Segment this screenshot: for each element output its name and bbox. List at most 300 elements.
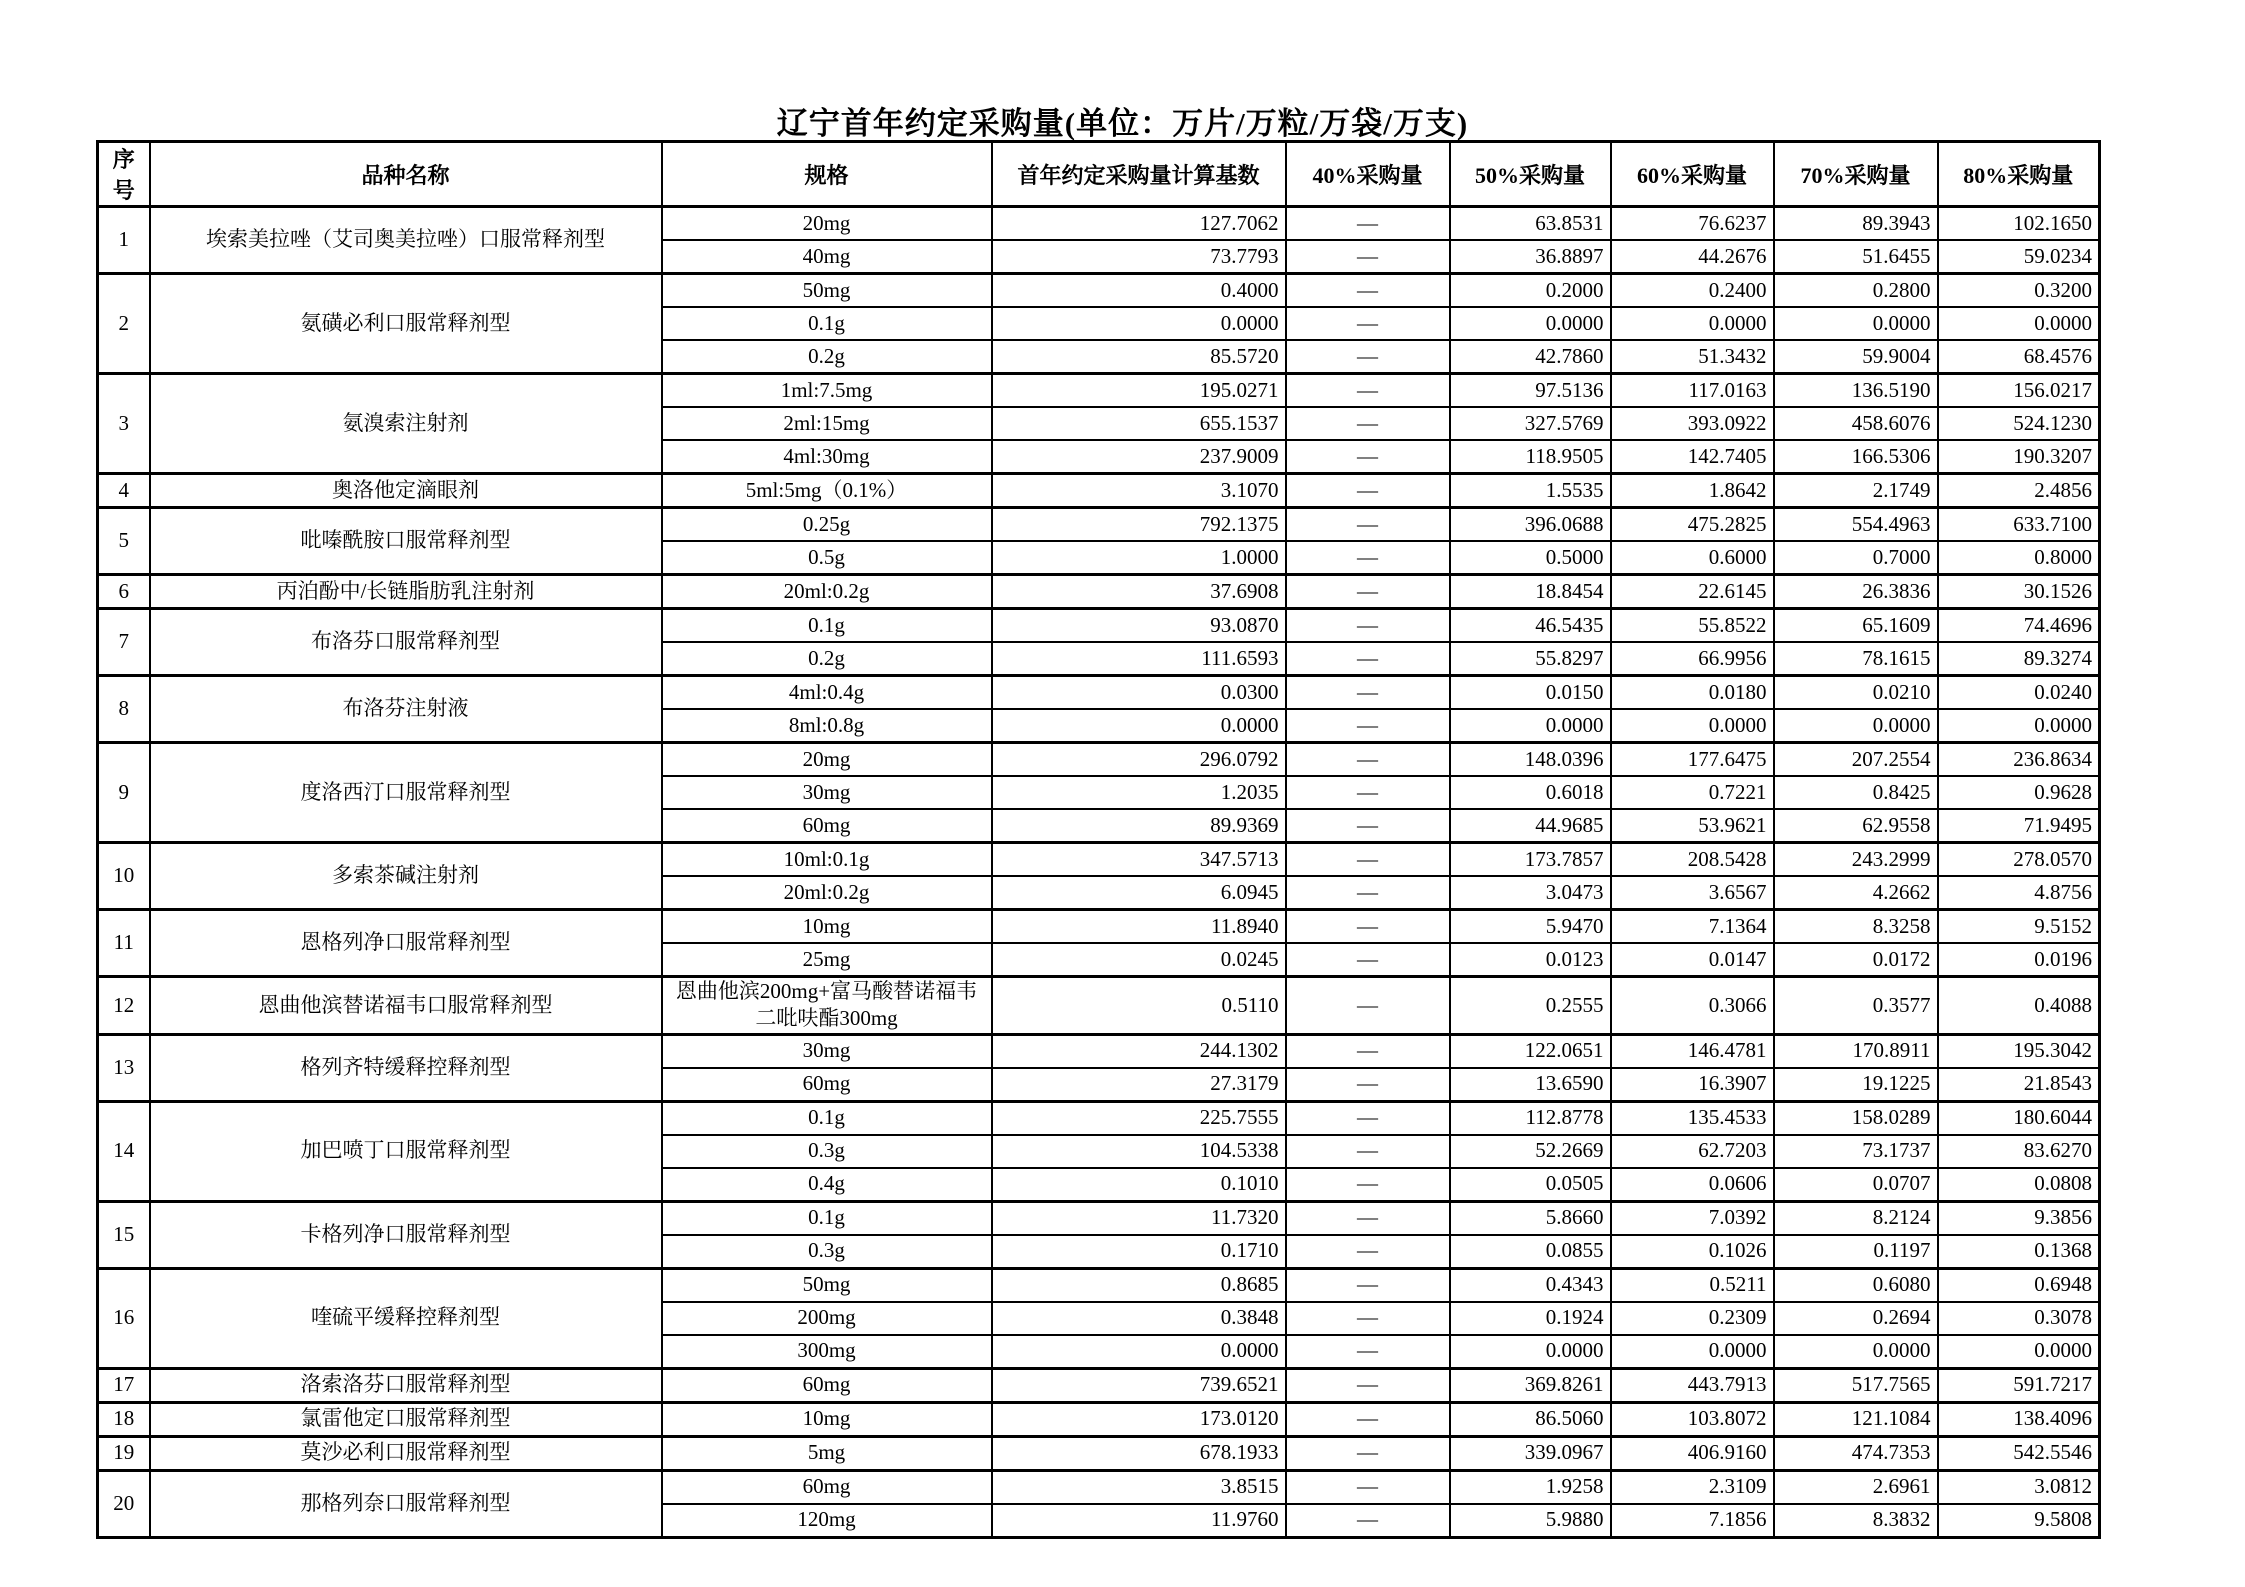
spec-cell: 60mg — [662, 1368, 992, 1402]
value-cell: 166.5306 — [1774, 440, 1938, 474]
product-name-cell: 加巴喷丁口服常释剂型 — [150, 1101, 662, 1201]
value-cell: 0.5110 — [992, 977, 1286, 1035]
value-cell: 180.6044 — [1938, 1101, 2100, 1135]
value-cell: 102.1650 — [1938, 207, 2100, 241]
serial-cell: 17 — [98, 1368, 150, 1402]
value-cell: 1.2035 — [992, 776, 1286, 809]
table-row — [98, 609, 2100, 643]
value-cell-dash: — — [1286, 1268, 1450, 1302]
value-cell-dash: — — [1286, 207, 1450, 241]
value-cell: 0.0000 — [1938, 1335, 2100, 1369]
serial-cell: 1 — [98, 207, 150, 274]
value-cell: 678.1933 — [992, 1436, 1286, 1470]
value-cell: 30.1526 — [1938, 575, 2100, 609]
value-cell: 59.9004 — [1774, 340, 1938, 374]
table-row — [98, 1368, 2100, 1402]
value-cell: 53.9621 — [1611, 809, 1774, 843]
table-row — [98, 1402, 2100, 1436]
serial-cell: 16 — [98, 1268, 150, 1368]
value-cell: 278.0570 — [1938, 843, 2100, 877]
value-cell: 0.0000 — [1938, 709, 2100, 743]
table-row — [98, 207, 2100, 241]
product-name-cell: 布洛芬注射液 — [150, 676, 662, 743]
value-cell: 51.6455 — [1774, 240, 1938, 274]
value-cell: 237.9009 — [992, 440, 1286, 474]
value-cell: 739.6521 — [992, 1368, 1286, 1402]
product-name-cell: 埃索美拉唑（艾司奥美拉唑）口服常释剂型 — [150, 207, 662, 274]
table-row — [98, 1101, 2100, 1135]
value-cell: 118.9505 — [1450, 440, 1611, 474]
value-cell: 0.2400 — [1611, 274, 1774, 308]
value-cell-dash: — — [1286, 676, 1450, 710]
value-cell: 0.1924 — [1450, 1302, 1611, 1335]
value-cell: 63.8531 — [1450, 207, 1611, 241]
value-cell: 0.0000 — [1611, 307, 1774, 340]
value-cell: 0.2555 — [1450, 977, 1611, 1035]
value-cell: 190.3207 — [1938, 440, 2100, 474]
table-row — [98, 676, 2100, 710]
spec-cell: 0.1g — [662, 1101, 992, 1135]
value-cell: 0.3078 — [1938, 1302, 2100, 1335]
value-cell: 55.8522 — [1611, 609, 1774, 643]
value-cell-dash: — — [1286, 1436, 1450, 1470]
serial-cell: 2 — [98, 274, 150, 374]
value-cell: 0.0196 — [1938, 943, 2100, 977]
serial-cell: 7 — [98, 609, 150, 676]
value-cell: 0.0000 — [1450, 1335, 1611, 1369]
value-cell-dash: — — [1286, 809, 1450, 843]
value-cell: 0.1710 — [992, 1235, 1286, 1269]
value-cell: 5.8660 — [1450, 1201, 1611, 1235]
value-cell: 85.5720 — [992, 340, 1286, 374]
value-cell: 51.3432 — [1611, 340, 1774, 374]
value-cell: 475.2825 — [1611, 508, 1774, 542]
value-cell: 89.3274 — [1938, 642, 2100, 676]
column-header: 40%采购量 — [1286, 142, 1450, 207]
value-cell: 0.0707 — [1774, 1168, 1938, 1202]
value-cell: 517.7565 — [1774, 1368, 1938, 1402]
value-cell: 0.0180 — [1611, 676, 1774, 710]
value-cell-dash: — — [1286, 274, 1450, 308]
value-cell-dash: — — [1286, 1135, 1450, 1168]
value-cell-dash: — — [1286, 709, 1450, 743]
serial-cell: 9 — [98, 743, 150, 843]
spec-cell: 0.5g — [662, 541, 992, 575]
value-cell: 0.5211 — [1611, 1268, 1774, 1302]
value-cell: 393.0922 — [1611, 407, 1774, 440]
product-name-cell: 吡嗪酰胺口服常释剂型 — [150, 508, 662, 575]
value-cell: 148.0396 — [1450, 743, 1611, 777]
value-cell: 73.7793 — [992, 240, 1286, 274]
serial-cell: 18 — [98, 1402, 150, 1436]
value-cell-dash: — — [1286, 508, 1450, 542]
spec-cell: 20ml:0.2g — [662, 876, 992, 910]
table-header — [98, 142, 2100, 207]
value-cell-dash: — — [1286, 1168, 1450, 1202]
spec-cell: 20ml:0.2g — [662, 575, 992, 609]
value-cell-dash: — — [1286, 240, 1450, 274]
value-cell: 11.9760 — [992, 1504, 1286, 1538]
value-cell: 97.5136 — [1450, 374, 1611, 408]
value-cell: 0.0000 — [1611, 1335, 1774, 1369]
value-cell: 3.1070 — [992, 474, 1286, 508]
table-row — [98, 474, 2100, 508]
value-cell: 1.8642 — [1611, 474, 1774, 508]
value-cell: 208.5428 — [1611, 843, 1774, 877]
value-cell-dash: — — [1286, 1402, 1450, 1436]
value-cell: 0.0000 — [1774, 709, 1938, 743]
value-cell: 73.1737 — [1774, 1135, 1938, 1168]
value-cell: 0.4343 — [1450, 1268, 1611, 1302]
value-cell-dash: — — [1286, 1504, 1450, 1538]
value-cell: 633.7100 — [1938, 508, 2100, 542]
value-cell: 0.3848 — [992, 1302, 1286, 1335]
value-cell: 0.0505 — [1450, 1168, 1611, 1202]
value-cell: 339.0967 — [1450, 1436, 1611, 1470]
spec-cell: 20mg — [662, 743, 992, 777]
value-cell: 554.4963 — [1774, 508, 1938, 542]
spec-cell: 30mg — [662, 1034, 992, 1068]
value-cell: 59.0234 — [1938, 240, 2100, 274]
serial-cell: 3 — [98, 374, 150, 474]
value-cell: 127.7062 — [992, 207, 1286, 241]
value-cell: 0.1026 — [1611, 1235, 1774, 1269]
value-cell: 121.1084 — [1774, 1402, 1938, 1436]
product-name-cell: 氨溴索注射剂 — [150, 374, 662, 474]
value-cell: 103.8072 — [1611, 1402, 1774, 1436]
value-cell-dash: — — [1286, 307, 1450, 340]
value-cell: 0.0855 — [1450, 1235, 1611, 1269]
value-cell: 18.8454 — [1450, 575, 1611, 609]
value-cell-dash: — — [1286, 642, 1450, 676]
spec-cell: 10ml:0.1g — [662, 843, 992, 877]
value-cell: 55.8297 — [1450, 642, 1611, 676]
table-row — [98, 1436, 2100, 1470]
table-row — [98, 1034, 2100, 1068]
value-cell: 86.5060 — [1450, 1402, 1611, 1436]
value-cell: 8.2124 — [1774, 1201, 1938, 1235]
spec-cell: 30mg — [662, 776, 992, 809]
value-cell: 4.8756 — [1938, 876, 2100, 910]
value-cell: 0.0240 — [1938, 676, 2100, 710]
value-cell: 173.7857 — [1450, 843, 1611, 877]
value-cell: 65.1609 — [1774, 609, 1938, 643]
value-cell-dash: — — [1286, 1068, 1450, 1102]
value-cell: 27.3179 — [992, 1068, 1286, 1102]
value-cell: 62.9558 — [1774, 809, 1938, 843]
value-cell-dash: — — [1286, 1302, 1450, 1335]
value-cell: 2.1749 — [1774, 474, 1938, 508]
column-header: 80%采购量 — [1938, 142, 2100, 207]
spec-cell: 4ml:30mg — [662, 440, 992, 474]
table-row — [98, 508, 2100, 542]
value-cell: 0.3066 — [1611, 977, 1774, 1035]
value-cell: 8.3258 — [1774, 910, 1938, 944]
value-cell: 9.5808 — [1938, 1504, 2100, 1538]
value-cell: 792.1375 — [992, 508, 1286, 542]
value-cell: 7.1364 — [1611, 910, 1774, 944]
spec-cell: 25mg — [662, 943, 992, 977]
spec-cell: 8ml:0.8g — [662, 709, 992, 743]
spec-cell: 10mg — [662, 910, 992, 944]
value-cell: 36.8897 — [1450, 240, 1611, 274]
value-cell: 244.1302 — [992, 1034, 1286, 1068]
value-cell-dash: — — [1286, 1034, 1450, 1068]
value-cell: 243.2999 — [1774, 843, 1938, 877]
value-cell: 5.9880 — [1450, 1504, 1611, 1538]
value-cell: 0.2800 — [1774, 274, 1938, 308]
value-cell: 225.7555 — [992, 1101, 1286, 1135]
table-body — [98, 207, 2100, 1538]
column-header: 70%采购量 — [1774, 142, 1938, 207]
serial-cell: 19 — [98, 1436, 150, 1470]
value-cell: 26.3836 — [1774, 575, 1938, 609]
value-cell-dash: — — [1286, 1470, 1450, 1504]
value-cell: 7.0392 — [1611, 1201, 1774, 1235]
value-cell: 16.3907 — [1611, 1068, 1774, 1102]
value-cell: 68.4576 — [1938, 340, 2100, 374]
value-cell: 0.0000 — [992, 1335, 1286, 1369]
value-cell: 0.1368 — [1938, 1235, 2100, 1269]
serial-cell: 20 — [98, 1470, 150, 1537]
value-cell: 542.5546 — [1938, 1436, 2100, 1470]
product-name-cell: 恩曲他滨替诺福韦口服常释剂型 — [150, 977, 662, 1035]
value-cell: 0.1010 — [992, 1168, 1286, 1202]
spec-cell: 4ml:0.4g — [662, 676, 992, 710]
value-cell: 11.8940 — [992, 910, 1286, 944]
column-header: 序号 — [98, 142, 150, 207]
value-cell: 62.7203 — [1611, 1135, 1774, 1168]
spec-cell: 120mg — [662, 1504, 992, 1538]
value-cell: 111.6593 — [992, 642, 1286, 676]
value-cell: 0.6080 — [1774, 1268, 1938, 1302]
product-name-cell: 那格列奈口服常释剂型 — [150, 1470, 662, 1537]
column-header: 50%采购量 — [1450, 142, 1611, 207]
column-header: 规格 — [662, 142, 992, 207]
spec-cell: 2ml:15mg — [662, 407, 992, 440]
value-cell: 93.0870 — [992, 609, 1286, 643]
value-cell: 327.5769 — [1450, 407, 1611, 440]
value-cell: 0.6018 — [1450, 776, 1611, 809]
serial-cell: 8 — [98, 676, 150, 743]
value-cell-dash: — — [1286, 374, 1450, 408]
value-cell: 655.1537 — [992, 407, 1286, 440]
value-cell: 474.7353 — [1774, 1436, 1938, 1470]
table-row — [98, 977, 2100, 1035]
value-cell: 0.7000 — [1774, 541, 1938, 575]
value-cell: 0.0000 — [1774, 1335, 1938, 1369]
value-cell: 76.6237 — [1611, 207, 1774, 241]
value-cell: 142.7405 — [1611, 440, 1774, 474]
spec-cell: 200mg — [662, 1302, 992, 1335]
value-cell: 42.7860 — [1450, 340, 1611, 374]
value-cell-dash: — — [1286, 776, 1450, 809]
value-cell: 0.4088 — [1938, 977, 2100, 1035]
value-cell: 37.6908 — [992, 575, 1286, 609]
value-cell: 5.9470 — [1450, 910, 1611, 944]
value-cell: 78.1615 — [1774, 642, 1938, 676]
value-cell: 22.6145 — [1611, 575, 1774, 609]
column-header: 首年约定采购量计算基数 — [992, 142, 1286, 207]
value-cell: 158.0289 — [1774, 1101, 1938, 1135]
product-name-cell: 喹硫平缓释控释剂型 — [150, 1268, 662, 1368]
value-cell: 0.1197 — [1774, 1235, 1938, 1269]
value-cell: 296.0792 — [992, 743, 1286, 777]
spec-cell: 50mg — [662, 274, 992, 308]
value-cell: 406.9160 — [1611, 1436, 1774, 1470]
value-cell: 0.9628 — [1938, 776, 2100, 809]
value-cell: 0.6948 — [1938, 1268, 2100, 1302]
value-cell-dash: — — [1286, 876, 1450, 910]
spec-cell: 60mg — [662, 1470, 992, 1504]
serial-cell: 6 — [98, 575, 150, 609]
value-cell: 2.3109 — [1611, 1470, 1774, 1504]
spec-cell: 50mg — [662, 1268, 992, 1302]
value-cell: 19.1225 — [1774, 1068, 1938, 1102]
value-cell: 104.5338 — [992, 1135, 1286, 1168]
table-row — [98, 1268, 2100, 1302]
table-row — [98, 274, 2100, 308]
product-name-cell: 奥洛他定滴眼剂 — [150, 474, 662, 508]
value-cell: 11.7320 — [992, 1201, 1286, 1235]
serial-cell: 15 — [98, 1201, 150, 1268]
spec-cell: 5ml:5mg（0.1%） — [662, 474, 992, 508]
value-cell: 0.0123 — [1450, 943, 1611, 977]
value-cell: 3.8515 — [992, 1470, 1286, 1504]
product-name-cell: 布洛芬口服常释剂型 — [150, 609, 662, 676]
value-cell-dash: — — [1286, 1335, 1450, 1369]
spec-cell: 恩曲他滨200mg+富马酸替诺福韦二吡呋酯300mg — [662, 977, 992, 1035]
spec-cell: 0.3g — [662, 1135, 992, 1168]
value-cell: 2.6961 — [1774, 1470, 1938, 1504]
spec-cell: 60mg — [662, 809, 992, 843]
value-cell-dash: — — [1286, 843, 1450, 877]
value-cell: 2.4856 — [1938, 474, 2100, 508]
value-cell: 0.2309 — [1611, 1302, 1774, 1335]
table-row — [98, 1201, 2100, 1235]
serial-cell: 5 — [98, 508, 150, 575]
value-cell: 0.0000 — [1611, 709, 1774, 743]
spec-cell: 0.25g — [662, 508, 992, 542]
value-cell: 0.8685 — [992, 1268, 1286, 1302]
spec-cell: 0.1g — [662, 307, 992, 340]
value-cell: 207.2554 — [1774, 743, 1938, 777]
spec-cell: 0.2g — [662, 340, 992, 374]
value-cell: 170.8911 — [1774, 1034, 1938, 1068]
value-cell: 0.0000 — [1450, 307, 1611, 340]
value-cell: 138.4096 — [1938, 1402, 2100, 1436]
value-cell: 0.0245 — [992, 943, 1286, 977]
value-cell: 7.1856 — [1611, 1504, 1774, 1538]
value-cell-dash: — — [1286, 609, 1450, 643]
value-cell: 89.3943 — [1774, 207, 1938, 241]
value-cell: 112.8778 — [1450, 1101, 1611, 1135]
serial-cell: 14 — [98, 1101, 150, 1201]
value-cell: 146.4781 — [1611, 1034, 1774, 1068]
spec-cell: 0.4g — [662, 1168, 992, 1202]
serial-cell: 12 — [98, 977, 150, 1035]
value-cell-dash: — — [1286, 1235, 1450, 1269]
value-cell: 0.8425 — [1774, 776, 1938, 809]
value-cell: 156.0217 — [1938, 374, 2100, 408]
value-cell: 83.6270 — [1938, 1135, 2100, 1168]
value-cell: 122.0651 — [1450, 1034, 1611, 1068]
value-cell: 89.9369 — [992, 809, 1286, 843]
value-cell-dash: — — [1286, 541, 1450, 575]
value-cell: 236.8634 — [1938, 743, 2100, 777]
value-cell-dash: — — [1286, 743, 1450, 777]
spec-cell: 10mg — [662, 1402, 992, 1436]
value-cell: 21.8543 — [1938, 1068, 2100, 1102]
spec-cell: 5mg — [662, 1436, 992, 1470]
value-cell: 0.6000 — [1611, 541, 1774, 575]
value-cell-dash: — — [1286, 1101, 1450, 1135]
value-cell: 347.5713 — [992, 843, 1286, 877]
page-title: 辽宁首年约定采购量(单位：万片/万粒/万袋/万支) — [776, 106, 1469, 141]
column-header: 品种名称 — [150, 142, 662, 207]
value-cell: 458.6076 — [1774, 407, 1938, 440]
value-cell: 117.0163 — [1611, 374, 1774, 408]
value-cell: 0.3200 — [1938, 274, 2100, 308]
serial-cell: 4 — [98, 474, 150, 508]
product-name-cell: 洛索洛芬口服常释剂型 — [150, 1368, 662, 1402]
table-row — [98, 910, 2100, 944]
spec-cell: 0.1g — [662, 609, 992, 643]
value-cell-dash: — — [1286, 1201, 1450, 1235]
spec-cell: 300mg — [662, 1335, 992, 1369]
value-cell: 8.3832 — [1774, 1504, 1938, 1538]
value-cell: 396.0688 — [1450, 508, 1611, 542]
value-cell: 1.5535 — [1450, 474, 1611, 508]
value-cell: 524.1230 — [1938, 407, 2100, 440]
value-cell: 0.0606 — [1611, 1168, 1774, 1202]
value-cell: 195.0271 — [992, 374, 1286, 408]
product-name-cell: 丙泊酚中/长链脂肪乳注射剂 — [150, 575, 662, 609]
value-cell: 136.5190 — [1774, 374, 1938, 408]
value-cell: 0.0147 — [1611, 943, 1774, 977]
value-cell: 591.7217 — [1938, 1368, 2100, 1402]
value-cell: 0.0000 — [992, 307, 1286, 340]
spec-cell: 20mg — [662, 207, 992, 241]
value-cell: 0.2000 — [1450, 274, 1611, 308]
value-cell: 0.0000 — [992, 709, 1286, 743]
product-name-cell: 莫沙必利口服常释剂型 — [150, 1436, 662, 1470]
spec-cell: 40mg — [662, 240, 992, 274]
value-cell: 135.4533 — [1611, 1101, 1774, 1135]
procurement-table — [96, 140, 2101, 1539]
value-cell: 3.0473 — [1450, 876, 1611, 910]
value-cell: 0.3577 — [1774, 977, 1938, 1035]
header-row — [98, 142, 2100, 207]
value-cell-dash: — — [1286, 440, 1450, 474]
value-cell: 443.7913 — [1611, 1368, 1774, 1402]
table-row — [98, 575, 2100, 609]
value-cell: 0.0172 — [1774, 943, 1938, 977]
value-cell: 0.7221 — [1611, 776, 1774, 809]
value-cell: 3.6567 — [1611, 876, 1774, 910]
serial-cell: 11 — [98, 910, 150, 977]
value-cell: 46.5435 — [1450, 609, 1611, 643]
value-cell-dash: — — [1286, 575, 1450, 609]
value-cell: 0.4000 — [992, 274, 1286, 308]
product-name-cell: 氯雷他定口服常释剂型 — [150, 1402, 662, 1436]
value-cell: 4.2662 — [1774, 876, 1938, 910]
value-cell: 0.0000 — [1938, 307, 2100, 340]
table-row — [98, 743, 2100, 777]
table-row — [98, 374, 2100, 408]
value-cell: 9.3856 — [1938, 1201, 2100, 1235]
value-cell: 6.0945 — [992, 876, 1286, 910]
